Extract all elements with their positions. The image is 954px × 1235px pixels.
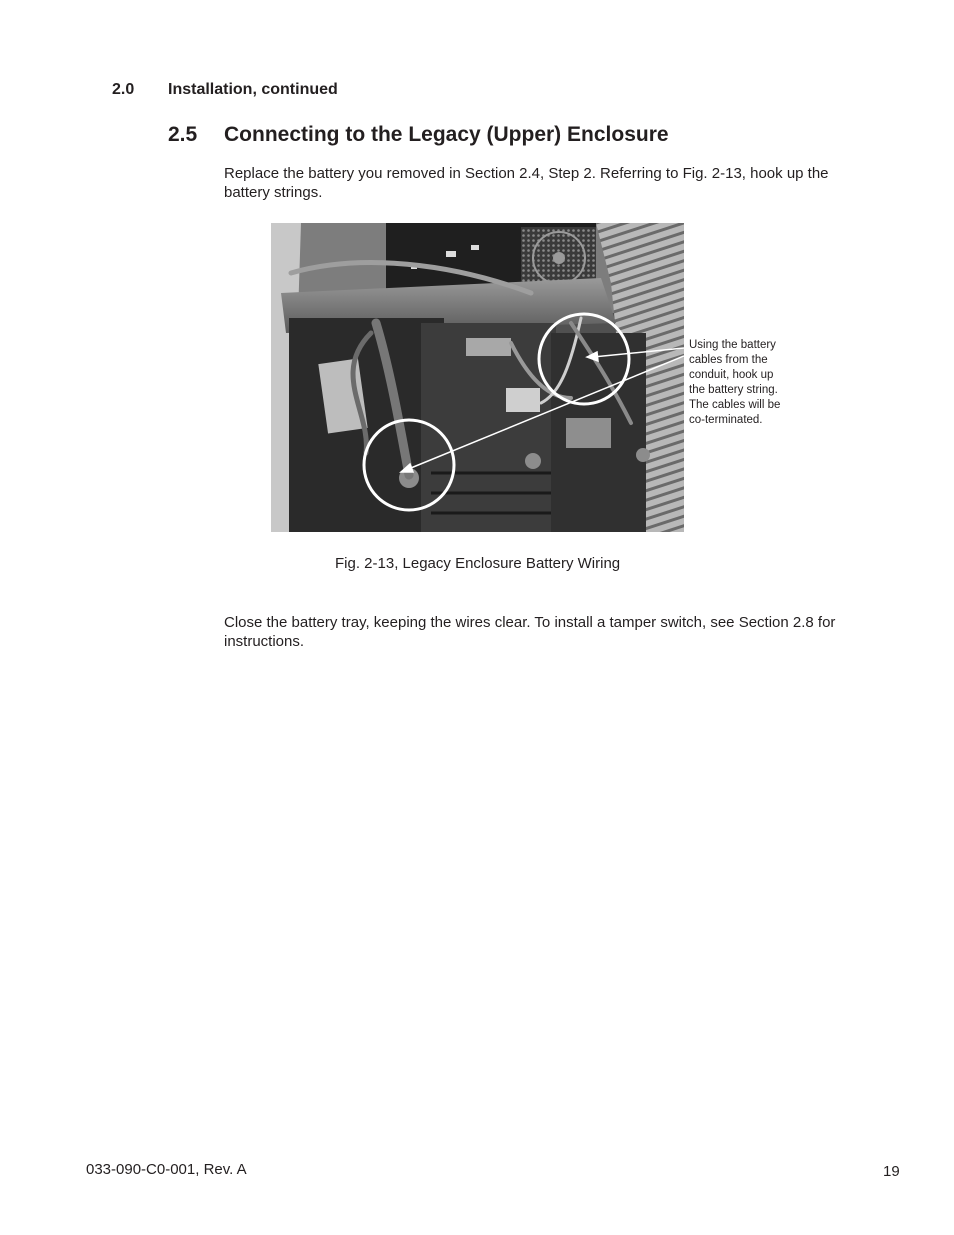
callout-line: The cables will be	[689, 399, 781, 411]
callout-line: conduit, hook up	[689, 369, 774, 381]
page-number: 19	[883, 1163, 900, 1180]
callout-line: cables from the	[689, 354, 768, 366]
running-header	[112, 81, 338, 99]
callout-line: co-terminated.	[689, 414, 763, 426]
document-id: 033-090-C0-001, Rev. A	[86, 1161, 247, 1178]
section-title-text: Connecting to the Legacy (Upper) Enclosure	[224, 123, 669, 146]
section-title	[168, 123, 669, 147]
outro-paragraph: Close the battery tray, keeping the wires clear. To install a tamper switch, see Section 2.8 for instructions.	[224, 614, 836, 650]
header-number: 2.0	[112, 81, 135, 98]
callout-line: the battery string.	[689, 384, 778, 396]
section-number: 2.5	[168, 123, 198, 146]
callout-line: Using the battery	[689, 339, 776, 351]
header-label: Installation, continued	[168, 81, 338, 98]
intro-paragraph: Replace the battery you removed in Section 2.4, Step 2. Referring to Fig. 2-13, hook up the battery strings.	[224, 165, 829, 201]
figure-caption: Fig. 2-13, Legacy Enclosure Battery Wiring	[335, 555, 621, 572]
battery-wiring-photo	[271, 223, 684, 532]
figure-callout	[689, 338, 799, 428]
